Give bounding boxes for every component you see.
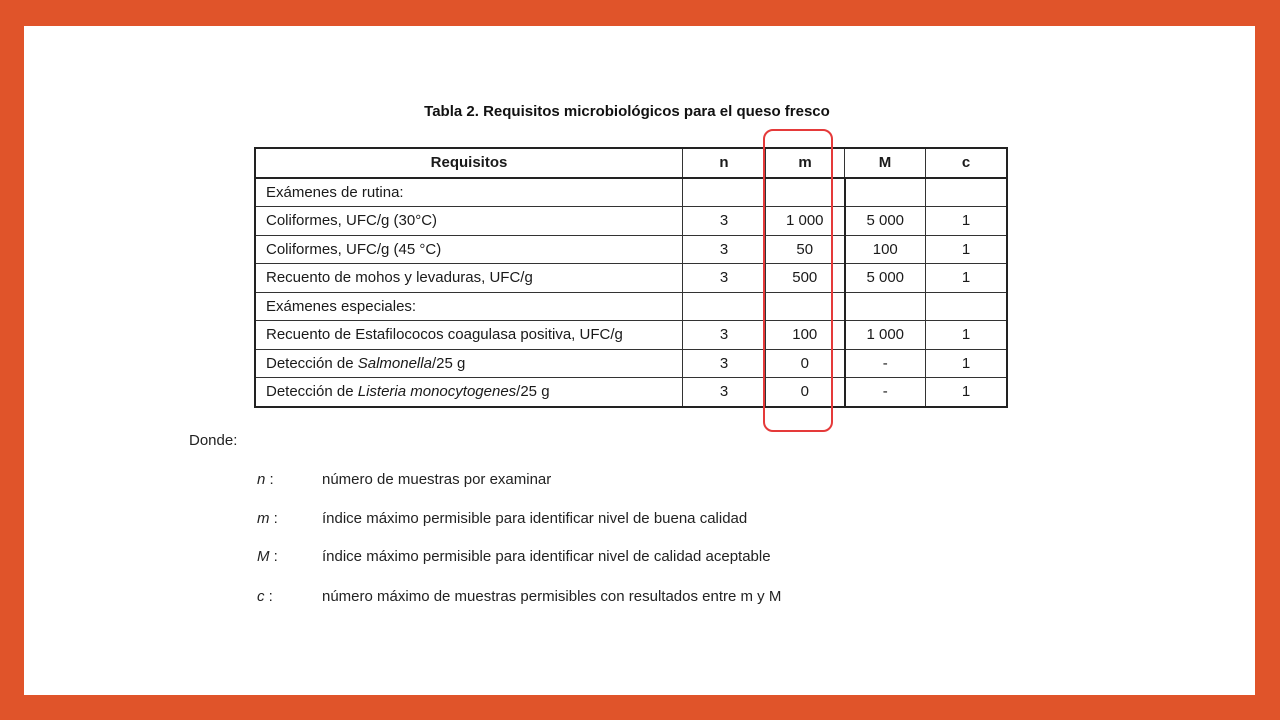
legend-item: [257, 510, 747, 527]
row-label-suffix: /25 g: [516, 383, 550, 401]
cell-m: [766, 178, 845, 207]
legend-text: número máximo de muestras permisibles con resultados entre m y M: [322, 588, 782, 605]
cell-m: 1 000: [766, 207, 845, 236]
cell-m: [766, 292, 845, 321]
cell-M-upper: [845, 178, 926, 207]
cell-n: 3: [683, 378, 766, 407]
cell-M-upper: 5 000: [845, 264, 926, 293]
cell-n: 3: [683, 321, 766, 350]
cell-c: 1: [926, 378, 1008, 407]
row-label: Coliformes, UFC/g (30°C): [255, 207, 683, 236]
cell-c: 1: [926, 235, 1008, 264]
cell-m: 500: [766, 264, 845, 293]
legend-text: índice máximo permisible para identificar nivel de buena calidad: [322, 510, 748, 527]
cell-c: 1: [926, 207, 1008, 236]
cell-m: 0: [766, 378, 845, 407]
cell-n: 3: [683, 235, 766, 264]
row-label-organism: Salmonella: [357, 354, 432, 372]
row-label: Recuento de mohos y levaduras, UFC/g: [255, 264, 683, 293]
cell-n: 3: [683, 349, 766, 378]
cell-M-upper: 1 000: [845, 321, 926, 350]
header-m: m: [766, 148, 845, 178]
cell-m: 100: [766, 321, 845, 350]
cell-n: 3: [683, 207, 766, 236]
legend-symbol: c :: [257, 588, 273, 605]
requirements-table: [254, 147, 1008, 408]
table-row: [255, 235, 1007, 264]
header-n: n: [683, 148, 766, 178]
cell-c: 1: [926, 321, 1008, 350]
header-requisitos: Requisitos: [255, 148, 683, 178]
row-label-prefix: Detección de: [266, 383, 358, 401]
cell-c: [926, 178, 1008, 207]
legend-text: número de muestras por examinar: [322, 471, 552, 488]
table-header-row: [255, 148, 1007, 178]
table-row: [255, 207, 1007, 236]
row-label: [255, 349, 683, 378]
cell-n: [683, 292, 766, 321]
table-row: [255, 321, 1007, 350]
row-label: Exámenes de rutina:: [255, 178, 683, 207]
header-c: c: [926, 148, 1008, 178]
legend-symbol: m :: [257, 510, 278, 527]
row-label: Exámenes especiales:: [255, 292, 683, 321]
cell-M-upper: [845, 292, 926, 321]
table-row: [255, 178, 1007, 207]
legend-text: índice máximo permisible para identificar nivel de calidad aceptable: [322, 548, 771, 565]
cell-n: 3: [683, 264, 766, 293]
table-title: Tabla 2. Requisitos microbiológicos para el queso fresco: [424, 103, 830, 120]
cell-c: [926, 292, 1008, 321]
legend-item: [257, 588, 781, 605]
cell-M-upper: 100: [845, 235, 926, 264]
legend-symbol: M :: [257, 548, 278, 565]
cell-M-upper: 5 000: [845, 207, 926, 236]
cell-c: 1: [926, 264, 1008, 293]
table-row: [255, 378, 1007, 407]
cell-n: [683, 178, 766, 207]
cell-M-upper: -: [845, 349, 926, 378]
table-row: [255, 349, 1007, 378]
legend-item: [257, 471, 551, 488]
row-label-organism: Listeria monocytogenes: [357, 383, 517, 401]
table-row: [255, 264, 1007, 293]
row-label-suffix: /25 g: [431, 354, 466, 372]
legend-item: [257, 548, 771, 565]
cell-c: 1: [926, 349, 1008, 378]
cell-m: 0: [766, 349, 845, 378]
table-row: [255, 292, 1007, 321]
header-M-upper: M: [845, 148, 926, 178]
row-label: Recuento de Estafilococos coagulasa positiva, UFC/g: [255, 321, 683, 350]
row-label: Coliformes, UFC/g (45 °C): [255, 235, 683, 264]
row-label: [255, 378, 683, 407]
donde-label: Donde:: [189, 432, 238, 449]
cell-m: 50: [766, 235, 845, 264]
legend-symbol: n :: [257, 471, 274, 488]
row-label-prefix: Detección de: [266, 354, 358, 372]
cell-M-upper: -: [845, 378, 926, 407]
